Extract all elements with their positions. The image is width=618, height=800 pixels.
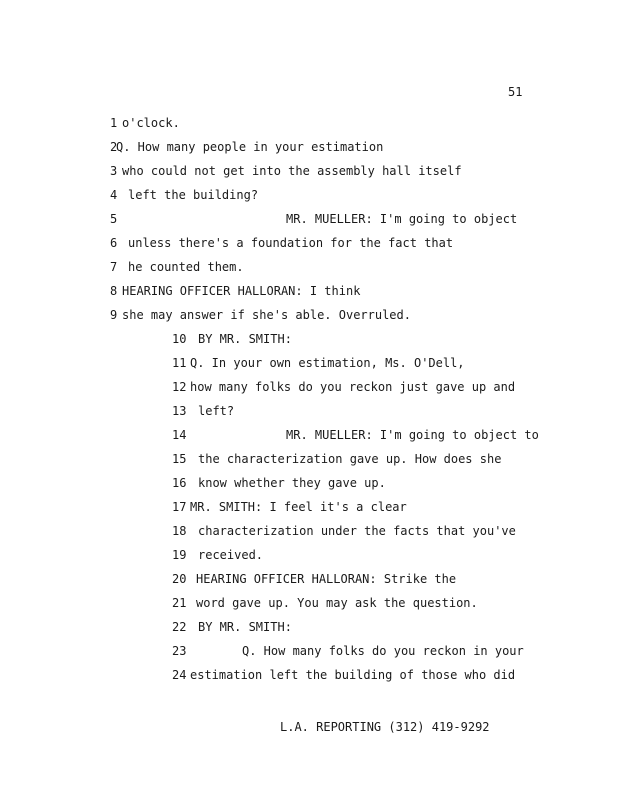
page-number: 51 [508, 85, 523, 99]
line-text: Q. How many people in your estimation [116, 140, 384, 154]
line-number: 24 [172, 668, 187, 682]
line-number: 20 [172, 572, 187, 586]
line-number: 16 [172, 476, 187, 490]
line-text: know whether they gave up. [198, 476, 386, 490]
line-number: 21 [172, 596, 187, 610]
line-number: 6 [110, 236, 118, 250]
line-text: estimation left the building of those who did [190, 668, 516, 682]
line-number: 2 [110, 140, 118, 154]
line-number: 17 [172, 500, 187, 514]
line-number: 19 [172, 548, 187, 562]
line-text: characterization under the facts that you've [198, 524, 516, 538]
line-number: 9 [110, 308, 118, 322]
line-number: 13 [172, 404, 187, 418]
line-number: 5 [110, 212, 118, 226]
line-number: 11 [172, 356, 187, 370]
line-text: Q. In your own estimation, Ms. O'Dell, [190, 356, 465, 370]
line-text: the characterization gave up. How does she [198, 452, 502, 466]
line-number: 15 [172, 452, 187, 466]
line-text: MR. MUELLER: I'm going to object to [286, 428, 539, 442]
line-number: 12 [172, 380, 187, 394]
reporter-footer: L.A. REPORTING (312) 419-9292 [280, 720, 490, 734]
line-number: 7 [110, 260, 118, 274]
line-text: he counted them. [128, 260, 244, 274]
line-number: 18 [172, 524, 187, 538]
line-text: unless there's a foundation for the fact that [128, 236, 454, 250]
line-text: HEARING OFFICER HALLORAN: Strike the [196, 572, 457, 586]
line-number: 3 [110, 164, 118, 178]
line-number: 1 [110, 116, 118, 130]
line-text: MR. MUELLER: I'm going to object [286, 212, 518, 226]
line-text: o'clock. [122, 116, 180, 130]
line-number: 22 [172, 620, 187, 634]
line-text: left the building? [128, 188, 259, 202]
line-text: left? [198, 404, 235, 418]
line-text: received. [198, 548, 264, 562]
line-text: BY MR. SMITH: [198, 332, 292, 346]
line-text: how many folks do you reckon just gave up and [190, 380, 516, 394]
line-number: 23 [172, 644, 187, 658]
line-text: MR. SMITH: I feel it's a clear [190, 500, 407, 514]
line-text: HEARING OFFICER HALLORAN: I think [122, 284, 361, 298]
line-number: 10 [172, 332, 187, 346]
line-text: she may answer if she's able. Overruled. [122, 308, 411, 322]
line-text: Q. How many folks do you reckon in your [242, 644, 524, 658]
line-text: who could not get into the assembly hall itself [122, 164, 462, 178]
line-text: BY MR. SMITH: [198, 620, 292, 634]
line-text: word gave up. You may ask the question. [196, 596, 478, 610]
line-number: 14 [172, 428, 187, 442]
line-number: 4 [110, 188, 118, 202]
line-number: 8 [110, 284, 118, 298]
